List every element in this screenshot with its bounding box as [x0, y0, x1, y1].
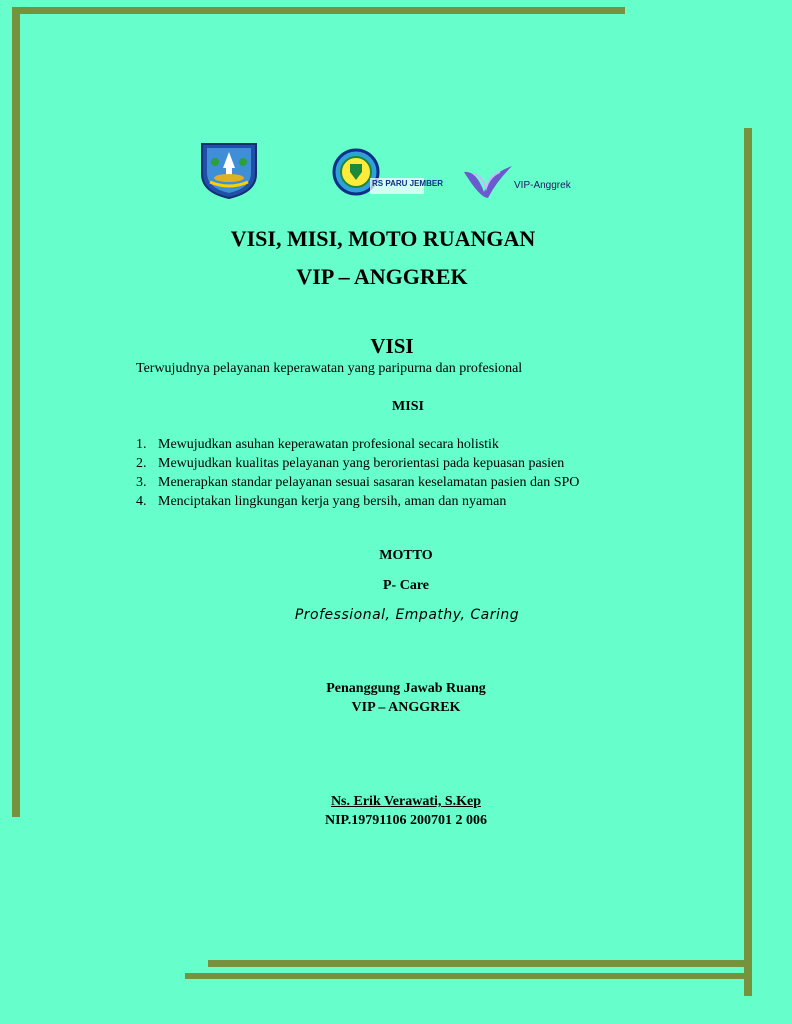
border-top [12, 7, 625, 14]
border-bottom-lower [185, 973, 744, 979]
provincial-emblem-logo [198, 140, 260, 200]
role-line2: VIP – ANGGREK [351, 700, 461, 715]
signatory-nip: NIP.19791106 200701 2 006 [324, 813, 488, 828]
misi-item: 3. Menerapkan standar pelayanan sesuai sasaran keselamatan pasien dan SPO [136, 475, 580, 490]
misi-item: 1. Mewujudkan asuhan keperawatan profesional secara holistik [136, 437, 499, 452]
misi-item: 2. Mewujudkan kualitas pelayanan yang berorientasi pada kepuasan pasien [136, 456, 565, 471]
misi-heading: MISI [392, 399, 424, 414]
visi-text: Terwujudnya pelayanan keperawatan yang paripurna dan profesional [136, 361, 523, 376]
border-bottom-upper [208, 960, 752, 967]
border-left [12, 7, 20, 817]
rs-paru-jember-logo [332, 148, 443, 200]
motto-tagline: Professional, Empathy, Caring [294, 607, 520, 623]
role-line1: Penanggung Jawab Ruang [326, 681, 486, 696]
motto-heading: MOTTO [379, 548, 433, 563]
misi-item: 4. Menciptakan lingkungan kerja yang bersih, aman dan nyaman [136, 494, 507, 509]
signatory-name: Ns. Erik Verawati, S.Kep [330, 794, 482, 809]
misi-list [136, 435, 678, 511]
vip-anggrek-label: VIP-Anggrek [514, 180, 571, 191]
visi-heading: VISI [370, 334, 414, 358]
rs-paru-label: RS PARU JEMBER [372, 179, 443, 188]
motto-name: P- Care [383, 578, 429, 593]
title-line2: VIP – ANGGREK [296, 264, 468, 289]
title-line1: VISI, MISI, MOTO RUANGAN [230, 226, 536, 251]
vip-anggrek-logo [460, 162, 580, 202]
